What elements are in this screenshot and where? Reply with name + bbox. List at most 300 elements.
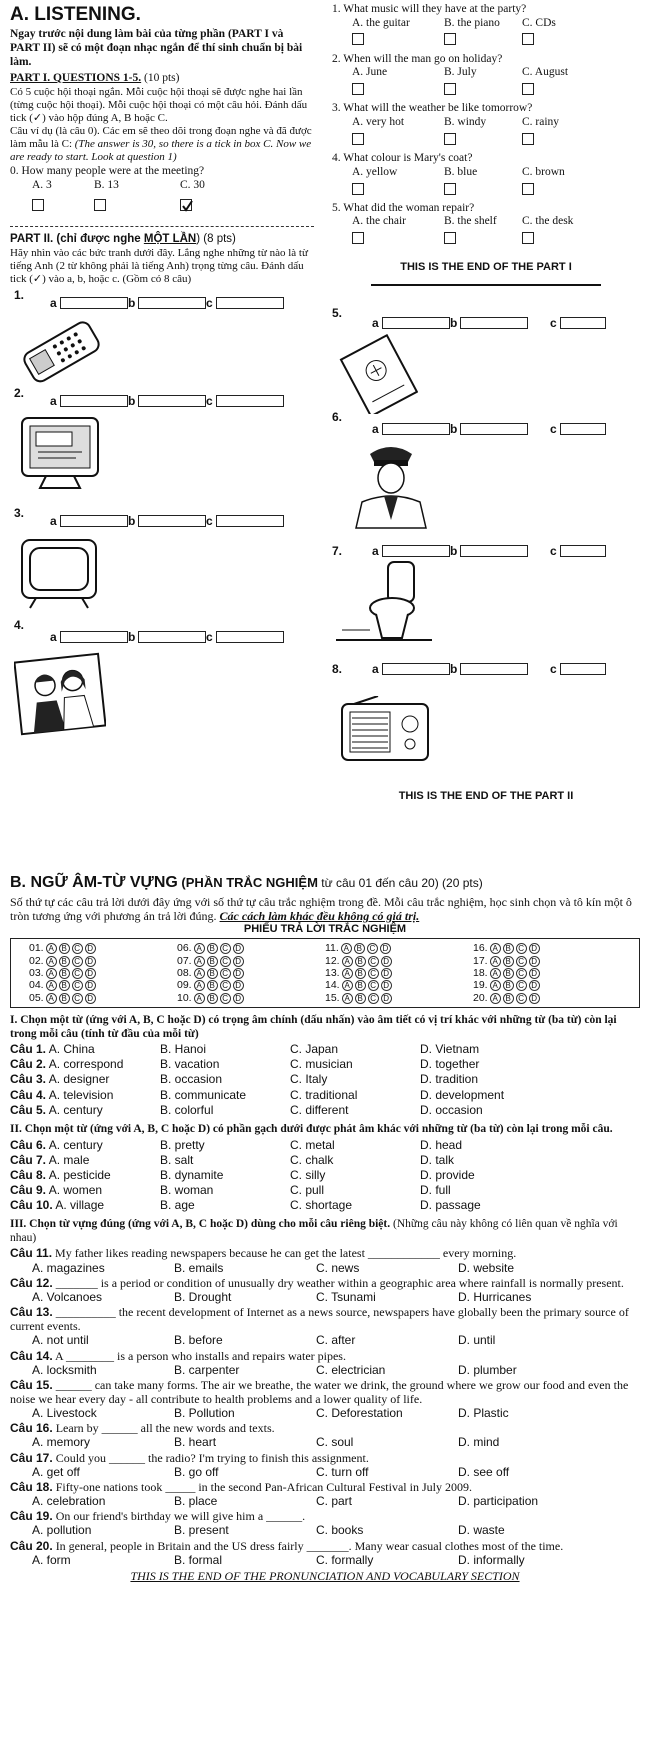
part1-heading: PART I. QUESTIONS 1-5. (10, 72, 142, 85)
option-c: C. silly (290, 1167, 326, 1182)
answer-bubble[interactable]: A (194, 943, 205, 954)
option-a-box[interactable] (382, 545, 450, 557)
answer-sheet-cell (29, 992, 177, 1004)
answer-sheet-row (29, 992, 621, 1004)
answer-bubble[interactable]: C (368, 956, 379, 967)
answer-number: 02. (29, 954, 44, 967)
part1-questions (332, 3, 640, 245)
option-a: A. locksmith (32, 1362, 97, 1377)
answer-bubble[interactable]: B (59, 968, 70, 979)
answer-bubble[interactable]: D (529, 956, 540, 967)
vocabulary-question (10, 1539, 640, 1567)
answer-sheet-cell (29, 979, 177, 991)
answer-bubble[interactable]: C (516, 993, 527, 1004)
option-b: B. heart (174, 1435, 217, 1450)
question-options (10, 1465, 640, 1479)
question-options (332, 17, 640, 31)
answer-box-a[interactable] (352, 133, 364, 145)
question-stem: _______ is a period or condition of unusually dry weather within a geographic area where rainfall is normally present. (55, 1275, 624, 1290)
option-a-box[interactable] (60, 395, 128, 407)
example-checkboxes (10, 199, 314, 213)
radio-icon (338, 696, 434, 766)
option-c: C. metal (290, 1137, 335, 1152)
answer-bubble[interactable]: C (220, 968, 231, 979)
vocabulary-question (10, 1480, 640, 1508)
answer-sheet-cell (473, 955, 621, 967)
answer-box-c[interactable] (522, 83, 534, 95)
question-options (10, 1261, 640, 1275)
question-label: Câu 11. (10, 1246, 53, 1261)
answer-bubble[interactable]: D (529, 993, 540, 1004)
police-officer-icon (346, 440, 436, 530)
answer-number: 09. (177, 979, 192, 992)
answer-number: 20. (473, 991, 488, 1004)
vocabulary-question (10, 1421, 640, 1449)
answer-sheet-cell (177, 992, 325, 1004)
question-row (10, 1088, 640, 1102)
option-b-box[interactable] (460, 317, 528, 329)
answer-number: 12. (325, 954, 340, 967)
option-a: A. century (48, 1137, 103, 1152)
answer-bubble[interactable]: B (59, 943, 70, 954)
answer-bubble[interactable]: D (85, 968, 96, 979)
section-1-heading: I. Chọn một từ (ứng với A, B, C hoặc D) có trọng âm chính (dấu nhấn) vào âm tiết có vị trí khác với những từ (ba từ) còn lại trong mỗi câu (tính từ đầu của mỗi từ) (10, 1014, 617, 1040)
answer-box-c[interactable] (522, 133, 534, 145)
option-c-box[interactable] (216, 395, 284, 407)
answer-bubble[interactable]: D (529, 943, 540, 954)
question-checkboxes (332, 182, 640, 196)
option-c-box[interactable] (560, 317, 606, 329)
option-a: A. correspond (48, 1057, 124, 1072)
option-a-box[interactable] (382, 423, 450, 435)
answer-bubble[interactable]: B (207, 968, 218, 979)
option-b-box[interactable] (138, 297, 206, 309)
answer-number: 01. (29, 942, 44, 955)
option-d: D. mind (458, 1435, 500, 1450)
question-label: Câu 4. (10, 1087, 47, 1102)
answer-sheet-cell (473, 967, 621, 979)
option-a: A. designer (48, 1072, 110, 1087)
answer-bubble[interactable]: A (341, 943, 352, 954)
answer-bubble[interactable]: B (503, 968, 514, 979)
option-a: A. get off (32, 1464, 80, 1479)
answer-bubble[interactable]: A (46, 956, 57, 967)
answer-bubble[interactable]: C (220, 980, 231, 991)
part2-points: ) (8 pts) (196, 233, 236, 246)
answer-bubble[interactable]: A (342, 956, 353, 967)
example-box-b[interactable] (94, 199, 106, 211)
answer-bubble[interactable]: A (342, 993, 353, 1004)
option-c-box[interactable] (216, 297, 284, 309)
answer-bubble[interactable]: D (233, 943, 244, 954)
option-c: C. turn off (316, 1464, 369, 1479)
question-stem: On our friend's birthday we will give him a ______. (55, 1509, 306, 1524)
answer-sheet-cell (29, 955, 177, 967)
example-box-c-ticked[interactable] (180, 199, 192, 211)
part1-description: Có 5 cuộc hội thoại ngắn. Mỗi cuộc hội thoại sẽ được nghe hai lần (từng cuộc hội thoại). Mỗi cuộc hội thoại có một câu hỏi. Đánh dấu tick (✓) vào hộp đúng A, B hoặc C. (10, 85, 308, 124)
answer-bubble[interactable]: A (194, 993, 205, 1004)
picture-options: a b c (50, 296, 284, 310)
answer-sheet-cell (325, 967, 473, 979)
answer-bubble[interactable]: B (355, 993, 366, 1004)
answer-bubble[interactable]: B (207, 993, 218, 1004)
vocabulary-question (10, 1509, 640, 1537)
couple-photo-icon (14, 652, 106, 736)
answer-box-a[interactable] (352, 183, 364, 195)
question-options (10, 1435, 640, 1449)
picture-item-3: 3. a b c (10, 506, 314, 618)
option-b-box[interactable] (138, 395, 206, 407)
passport-icon (338, 334, 418, 414)
answer-bubble[interactable]: B (207, 956, 218, 967)
answer-number: 11. (325, 942, 339, 955)
answer-number: 14. (325, 979, 340, 992)
option-d: D. development (420, 1087, 505, 1102)
pronunciation-vocabulary-section (10, 874, 640, 1583)
option-a: A. not until (32, 1333, 89, 1348)
option-c-box[interactable] (216, 631, 284, 643)
answer-bubble[interactable]: B (59, 980, 70, 991)
question-label: Câu 16. (10, 1421, 53, 1436)
answer-box-a[interactable] (352, 232, 364, 244)
option-d: D. head (420, 1137, 463, 1152)
computer-monitor-icon (16, 414, 106, 494)
answer-bubble[interactable]: B (59, 993, 70, 1004)
answer-bubble[interactable]: A (46, 980, 57, 991)
listening-question (332, 152, 640, 196)
answer-bubble[interactable]: C (72, 993, 83, 1004)
option-b: B. place (174, 1494, 218, 1509)
section-b-title: B. NGỮ ÂM-TỪ VỰNG (10, 874, 178, 891)
option-d: D. see off (458, 1464, 510, 1479)
mobile-phone-icon (16, 316, 106, 386)
answer-box-b[interactable] (444, 183, 456, 195)
answer-bubble[interactable]: A (46, 943, 57, 954)
vocabulary-question (10, 1246, 640, 1274)
answer-bubble[interactable]: A (194, 956, 205, 967)
option-b: B. Drought (174, 1289, 232, 1304)
answer-sheet-row (29, 955, 621, 967)
option-c-box[interactable] (216, 515, 284, 527)
example-option-a: A. 3 (32, 179, 52, 192)
answer-box-c[interactable] (522, 232, 534, 244)
answer-bubble[interactable]: C (368, 980, 379, 991)
question-label: Câu 12. (10, 1275, 53, 1290)
question-text: 5. What did the woman repair? (332, 201, 475, 214)
answer-bubble[interactable]: A (342, 980, 353, 991)
option-c: C. part (316, 1494, 353, 1509)
answer-bubble[interactable]: B (503, 943, 514, 954)
picture-item-6: 6. a b c (332, 410, 640, 534)
question-options (10, 1553, 640, 1567)
option-c: C. Italy (290, 1072, 328, 1087)
question-options (10, 1523, 640, 1537)
answer-bubble[interactable]: A (490, 956, 501, 967)
answer-sheet-cell (177, 942, 325, 954)
example-options (10, 179, 314, 193)
answer-sheet (10, 938, 640, 1008)
toilet-icon (336, 558, 436, 648)
answer-box-b[interactable] (444, 133, 456, 145)
answer-bubble[interactable]: A (194, 968, 205, 979)
option-label: B. the piano (444, 16, 500, 29)
answer-bubble[interactable]: B (355, 980, 366, 991)
answer-number: 15. (325, 991, 340, 1004)
option-label: C. the desk (522, 215, 574, 228)
end-part2: THIS IS THE END OF THE PART II (398, 790, 574, 803)
answer-bubble[interactable]: C (516, 956, 527, 967)
option-label: C. brown (522, 165, 565, 178)
answer-bubble[interactable]: D (233, 968, 244, 979)
option-b: B. dynamite (160, 1167, 224, 1182)
answer-number: 03. (29, 966, 44, 979)
question-label: Câu 14. (10, 1348, 53, 1363)
tick-icon (181, 200, 193, 212)
answer-box-c[interactable] (522, 183, 534, 195)
listening-intro: Ngay trước nội dung làm bài của từng phần (PART I và PART II) sẽ có một đoạn nhạc ngắn để thí sinh chuẩn bị bài làm. (10, 28, 303, 68)
option-a: A. Livestock (32, 1406, 97, 1421)
option-c: C. after (316, 1333, 356, 1348)
example-box-a[interactable] (32, 199, 44, 211)
question-options (10, 1290, 640, 1304)
question-options (332, 66, 640, 80)
answer-bubble[interactable]: A (490, 980, 501, 991)
option-b-box[interactable] (460, 663, 528, 675)
answer-bubble[interactable]: A (342, 968, 353, 979)
answer-number: 16. (473, 942, 488, 955)
section-b-warning: Các cách làm khác đều không có giá trị. (219, 909, 420, 924)
answer-bubble[interactable]: B (207, 943, 218, 954)
answer-bubble[interactable]: B (503, 980, 514, 991)
answer-bubble[interactable]: C (516, 980, 527, 991)
question-row (10, 1183, 640, 1197)
answer-sheet-cell (325, 955, 473, 967)
listening-question (332, 202, 640, 246)
option-d: D. until (458, 1333, 496, 1348)
answer-bubble[interactable]: D (85, 956, 96, 967)
option-label: B. blue (444, 165, 478, 178)
option-b: B. emails (174, 1260, 224, 1275)
section-b-instructions: Số thứ tự các câu trả lời dưới đây ứng với số thứ tự câu trắc nghiệm trong đề. Mỗi câu trắc nghiệm, học sinh chọn và tô kín một ô tròn tương ứng với phương án trả lời đúng. (10, 894, 632, 924)
option-b-box[interactable] (138, 631, 206, 643)
option-a-box[interactable] (60, 297, 128, 309)
option-d: D. informally (458, 1552, 525, 1567)
option-a-box[interactable] (382, 317, 450, 329)
question-label: Câu 18. (10, 1479, 53, 1494)
answer-bubble[interactable]: D (381, 956, 392, 967)
question-options (332, 116, 640, 130)
answer-bubble[interactable]: C (368, 993, 379, 1004)
answer-bubble[interactable]: C (72, 968, 83, 979)
answer-box-c[interactable] (522, 33, 534, 45)
option-a-box[interactable] (60, 515, 128, 527)
answer-bubble[interactable]: D (233, 956, 244, 967)
option-d: D. Hurricanes (458, 1289, 532, 1304)
answer-box-a[interactable] (352, 83, 364, 95)
question-label: Câu 10. (10, 1198, 53, 1213)
answer-bubble[interactable]: D (381, 968, 392, 979)
answer-sheet-cell (177, 955, 325, 967)
option-b-box[interactable] (138, 515, 206, 527)
answer-bubble[interactable]: D (380, 943, 391, 954)
answer-bubble[interactable]: B (354, 943, 365, 954)
section-3-heading: III. Chọn từ vựng đúng (ứng với A, B, C hoặc D) dùng cho mỗi câu riêng biệt. (10, 1218, 391, 1231)
option-d: D. passage (420, 1198, 481, 1213)
answer-bubble[interactable]: C (72, 956, 83, 967)
answer-bubble[interactable]: C (72, 980, 83, 991)
option-a: A. memory (32, 1435, 91, 1450)
option-a: A. pesticide (48, 1167, 111, 1182)
option-label: A. yellow (352, 165, 398, 178)
option-c: C. musician (290, 1057, 353, 1072)
example-option-c: C. 30 (180, 179, 205, 192)
option-c: C. Japan (290, 1042, 339, 1057)
option-b: B. Pollution (174, 1406, 235, 1421)
answer-bubble[interactable]: C (220, 943, 231, 954)
answer-sheet-cell (177, 967, 325, 979)
answer-bubble[interactable]: B (355, 956, 366, 967)
answer-bubble[interactable]: B (503, 993, 514, 1004)
example-note: (The answer is 30, so there is a tick in box C. Now we are ready to start. Look at question 1) (10, 137, 312, 163)
answer-bubble[interactable]: D (529, 968, 540, 979)
answer-bubble[interactable]: C (220, 956, 231, 967)
option-d: D. together (420, 1057, 480, 1072)
answer-box-b[interactable] (444, 83, 456, 95)
answer-bubble[interactable]: C (516, 968, 527, 979)
picture-item-4: 4. a b c (10, 618, 314, 738)
question-checkboxes (332, 133, 640, 147)
pronunciation-questions (10, 1138, 640, 1213)
answer-bubble[interactable]: A (194, 980, 205, 991)
question-stem: ______ can take many forms. The air we breathe, the water we drink, the ground where we grow our food and even the noise we hear every day - all contribute to health problems and a lower quality of life. (10, 1377, 629, 1406)
answer-number: 04. (29, 979, 44, 992)
option-b-box[interactable] (460, 545, 528, 557)
answer-sheet-row (29, 979, 621, 991)
question-checkboxes (332, 83, 640, 97)
example-question: 0. How many people were at the meeting? (10, 165, 205, 178)
section-b-sub: (PHẦN TRẮC NGHIỆM (177, 875, 318, 890)
answer-bubble[interactable]: A (46, 968, 57, 979)
answer-number: 07. (177, 954, 192, 967)
question-options (332, 166, 640, 180)
question-stem: Fifty-one nations took _____ in the second Pan-African Cultural Festival in July 2009. (55, 1479, 472, 1494)
example-option-b: B. 13 (94, 179, 119, 192)
answer-sheet-cell (473, 979, 621, 991)
answer-bubble[interactable]: D (233, 993, 244, 1004)
option-a: A. celebration (32, 1494, 106, 1509)
option-a: A. China (48, 1042, 95, 1057)
answer-bubble[interactable]: C (72, 943, 83, 954)
answer-box-b[interactable] (444, 33, 456, 45)
option-c: C. pull (290, 1182, 325, 1197)
question-label: Câu 9. (10, 1182, 47, 1197)
answer-bubble[interactable]: B (503, 956, 514, 967)
option-c-box[interactable] (560, 423, 606, 435)
option-c: C. soul (316, 1435, 354, 1450)
option-c-box[interactable] (560, 663, 606, 675)
question-text: 2. When will the man go on holiday? (332, 52, 503, 65)
question-row (10, 1153, 640, 1167)
listening-question (332, 3, 640, 47)
answer-box-a[interactable] (352, 33, 364, 45)
picture-number: 1. (14, 287, 25, 302)
question-label: Câu 3. (10, 1072, 47, 1087)
answer-number: 08. (177, 966, 192, 979)
option-d: D. participation (458, 1494, 539, 1509)
option-d: D. full (420, 1182, 451, 1197)
answer-number: 18. (473, 966, 488, 979)
option-a-box[interactable] (60, 631, 128, 643)
answer-bubble[interactable]: C (367, 943, 378, 954)
answer-bubble[interactable]: D (529, 980, 540, 991)
answer-box-b[interactable] (444, 232, 456, 244)
option-b-box[interactable] (460, 423, 528, 435)
option-label: B. windy (444, 115, 487, 128)
question-text: 3. What will the weather be like tomorrow? (332, 102, 533, 115)
option-b: B. colorful (160, 1102, 214, 1117)
answer-bubble[interactable]: D (85, 993, 96, 1004)
option-b: B. carpenter (174, 1362, 240, 1377)
answer-bubble[interactable]: A (490, 993, 501, 1004)
section-b-range: từ câu 01 đến câu 20) (20 pts) (317, 876, 483, 890)
question-row (10, 1168, 640, 1182)
answer-bubble[interactable]: D (381, 993, 392, 1004)
answer-bubble[interactable]: B (207, 980, 218, 991)
option-b: B. age (160, 1198, 195, 1213)
option-label: A. the chair (352, 215, 406, 228)
answer-bubble[interactable]: A (490, 943, 501, 954)
option-b: B. pretty (160, 1137, 205, 1152)
option-d: D. website (458, 1260, 515, 1275)
answer-bubble[interactable]: D (85, 980, 96, 991)
answer-bubble[interactable]: C (516, 943, 527, 954)
answer-bubble[interactable]: C (220, 993, 231, 1004)
part2-once: MỘT LẦN (143, 233, 197, 246)
option-d: D. waste (458, 1523, 505, 1538)
question-label: Câu 17. (10, 1450, 53, 1465)
answer-bubble[interactable]: B (59, 956, 70, 967)
option-a-box[interactable] (382, 663, 450, 675)
answer-sheet-cell (325, 979, 473, 991)
vocabulary-questions (10, 1246, 640, 1566)
question-label: Câu 1. (10, 1042, 47, 1057)
option-d: D. tradition (420, 1072, 479, 1087)
option-c: C. Tsunami (316, 1289, 376, 1304)
question-label: Câu 6. (10, 1137, 47, 1152)
answer-bubble[interactable]: A (490, 968, 501, 979)
option-label: A. very hot (352, 115, 405, 128)
option-label: B. July (444, 66, 477, 79)
option-d: D. provide (420, 1167, 475, 1182)
question-options (10, 1333, 640, 1347)
answer-bubble[interactable]: D (85, 943, 96, 954)
part1-points: (10 pts) (141, 72, 180, 85)
answer-bubble[interactable]: D (233, 980, 244, 991)
option-b: B. salt (160, 1152, 194, 1167)
answer-bubble[interactable]: B (355, 968, 366, 979)
option-c: C. traditional (290, 1087, 358, 1102)
answer-bubble[interactable]: C (368, 968, 379, 979)
question-stem: Could you ______ the radio? I'm trying to finish this assignment. (55, 1450, 369, 1465)
divider-line (371, 284, 601, 286)
answer-number: 17. (473, 954, 488, 967)
answer-bubble[interactable]: A (46, 993, 57, 1004)
answer-bubble[interactable]: D (381, 980, 392, 991)
answer-sheet-cell (29, 967, 177, 979)
option-b: B. occasion (160, 1072, 223, 1087)
option-c-box[interactable] (560, 545, 606, 557)
separator (10, 226, 314, 227)
